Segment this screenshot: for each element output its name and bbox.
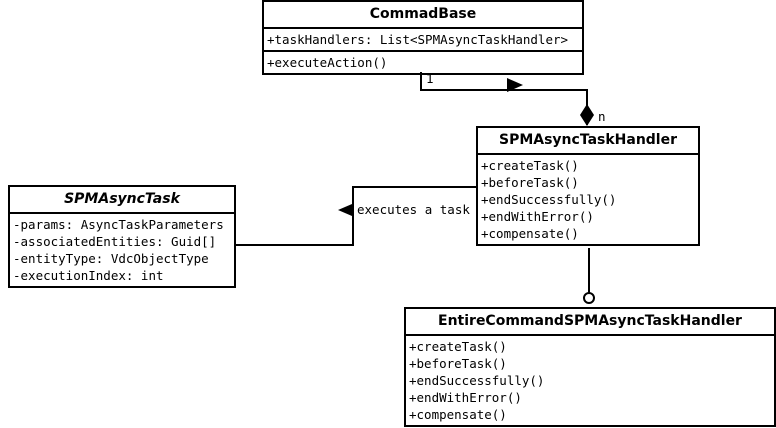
class-member: +createTask()	[409, 339, 507, 354]
class-member: +endSuccessfully()	[409, 373, 545, 388]
edge-composition-diamond	[580, 104, 594, 126]
edge-inheritance-segment-vertical	[588, 248, 590, 294]
class-member: -entityType: VdcObjectType	[13, 251, 209, 266]
multiplicity-target: n	[598, 109, 606, 124]
class-member: +taskHandlers: List<SPMAsyncTaskHandler>	[267, 32, 569, 47]
class-box-spmasynctask[interactable]	[8, 185, 236, 288]
class-operations-entirecommandspmasynctaskhandler	[406, 334, 774, 425]
class-operations-commadbase	[264, 50, 582, 73]
class-member: +endWithError()	[481, 209, 594, 224]
multiplicity-source: 1	[426, 71, 434, 86]
class-member: +compensate()	[481, 226, 579, 241]
class-member: +compensate()	[409, 407, 507, 422]
class-title-spmasynctask: SPMAsyncTask	[64, 191, 180, 207]
class-title-spmasynctaskhandler: SPMAsyncTaskHandler	[498, 132, 678, 148]
edge-composition-arrowhead	[507, 78, 523, 92]
edge-association-segment-top	[352, 186, 476, 188]
class-box-spmasynctaskhandler[interactable]	[476, 126, 700, 246]
class-member: -params: AsyncTaskParameters	[13, 217, 224, 232]
class-attributes-spmasynctask	[10, 212, 234, 286]
class-title-commadbase: CommadBase	[369, 6, 477, 22]
class-operations-spmasynctaskhandler	[478, 153, 698, 244]
class-member: +endWithError()	[409, 390, 522, 405]
edge-inheritance-socket-icon	[583, 292, 595, 304]
edge-association-segment-vertical	[352, 186, 354, 246]
class-member: +endSuccessfully()	[481, 192, 617, 207]
class-member: +createTask()	[481, 158, 579, 173]
class-member: +beforeTask()	[409, 356, 507, 371]
class-title-entirecommandspmasynctaskhandler: EntireCommandSPMAsyncTaskHandler	[438, 313, 742, 329]
class-member: +executeAction()	[267, 55, 388, 70]
class-member: -associatedEntities: Guid[]	[13, 234, 217, 249]
edge-association-label: executes a task	[357, 202, 470, 217]
edge-association-arrowhead	[338, 204, 352, 216]
class-member: -executionIndex: int	[13, 268, 164, 283]
edge-composition-segment-horizontal	[420, 89, 588, 91]
class-attributes-commadbase	[264, 27, 582, 50]
class-box-entirecommandspmasynctaskhandler[interactable]	[404, 307, 776, 427]
class-member: +beforeTask()	[481, 175, 579, 190]
class-box-commadbase[interactable]	[262, 0, 584, 75]
edge-association-segment-bottom	[236, 244, 354, 246]
